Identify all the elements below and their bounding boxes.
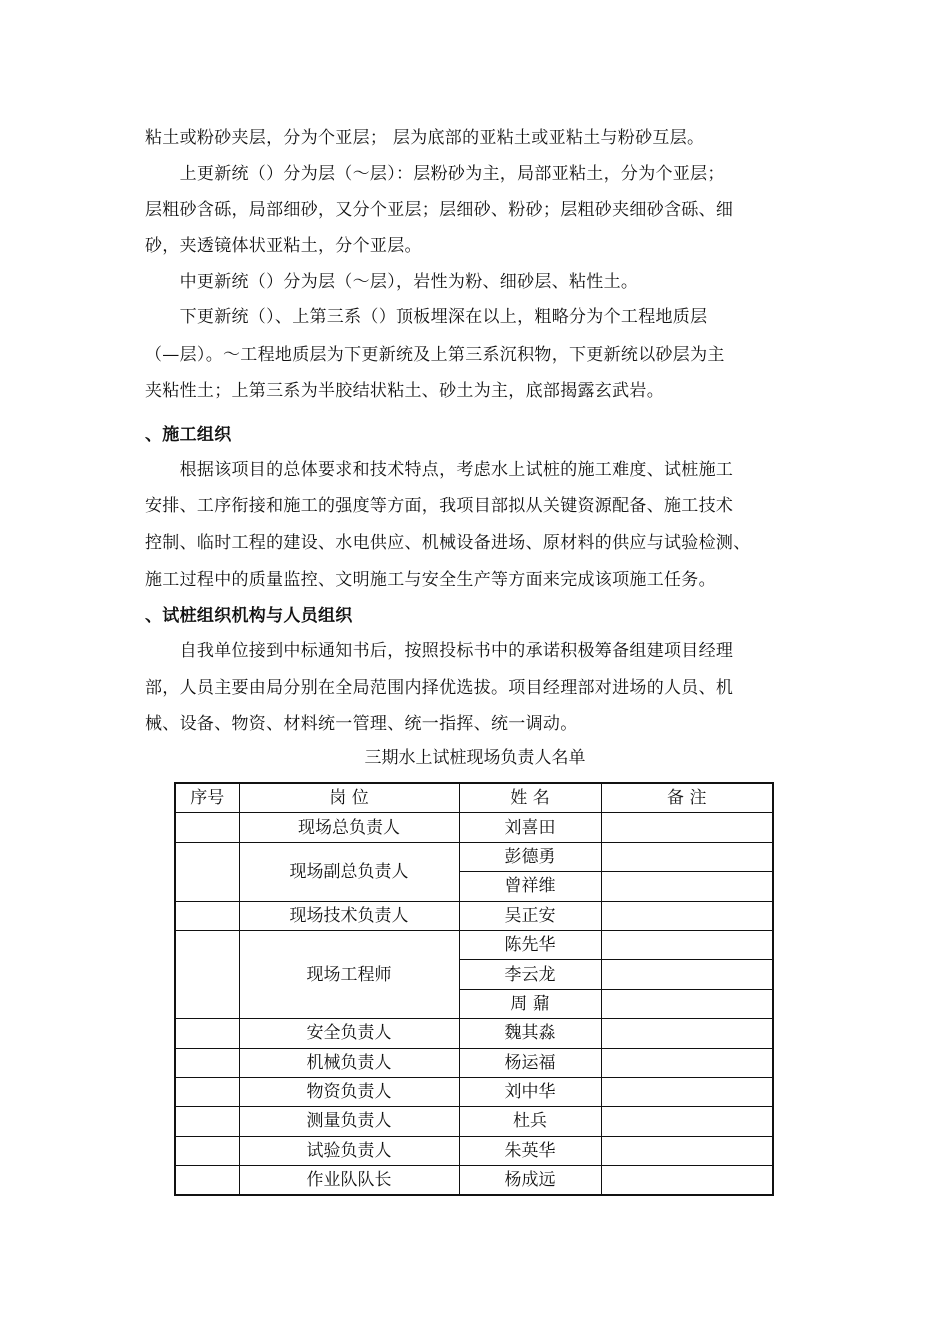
remarks-cell bbox=[601, 901, 773, 930]
paragraph-line: 自我单位接到中标通知书后，按照投标书中的承诺积极筹备组建项目经理 bbox=[145, 641, 734, 661]
name-cell: 朱英华 bbox=[459, 1136, 601, 1165]
header-cell-index: 序号 bbox=[175, 783, 239, 813]
table-row bbox=[175, 813, 773, 842]
position-cell: 物资负责人 bbox=[239, 1077, 459, 1106]
remarks-cell bbox=[601, 1019, 773, 1048]
remarks-cell bbox=[601, 1166, 773, 1196]
position-cell: 安全负责人 bbox=[239, 1019, 459, 1048]
table-header-row bbox=[175, 783, 773, 813]
paragraph-line: 砂，夹透镜体状亚粘土，分个亚层。 bbox=[145, 236, 422, 256]
name-cell: 杨运福 bbox=[459, 1048, 601, 1077]
table-row bbox=[175, 1019, 773, 1048]
remarks-cell bbox=[601, 813, 773, 842]
paragraph-line: 上更新统（）分为层（～层）：层粉砂为主，局部亚粘土，分为个亚层； bbox=[145, 164, 725, 184]
position-cell: 测量负责人 bbox=[239, 1107, 459, 1136]
position-cell: 试验负责人 bbox=[239, 1136, 459, 1165]
name-cell: 魏其淼 bbox=[459, 1019, 601, 1048]
name-cell: 杜兵 bbox=[459, 1107, 601, 1136]
table-row bbox=[175, 1136, 773, 1165]
index-cell bbox=[175, 930, 239, 1018]
name-cell: 曾祥维 bbox=[459, 872, 601, 901]
remarks-cell bbox=[601, 1077, 773, 1106]
paragraph-line: 粘土或粉砂夹层，分为个亚层； 层为底部的亚粘土或亚粘土与粉砂互层。 bbox=[145, 128, 705, 148]
position-cell: 作业队队长 bbox=[239, 1166, 459, 1196]
index-cell bbox=[175, 1136, 239, 1165]
index-cell bbox=[175, 1019, 239, 1048]
staff-table bbox=[174, 782, 774, 1196]
remarks-cell bbox=[601, 960, 773, 989]
position-cell: 机械负责人 bbox=[239, 1048, 459, 1077]
table-row bbox=[175, 1107, 773, 1136]
paragraph-line: 安排、工序衔接和施工的强度等方面，我项目部拟从关键资源配备、施工技术 bbox=[145, 496, 734, 516]
table-caption: 三期水上试桩现场负责人名单 bbox=[364, 748, 586, 768]
index-cell bbox=[175, 813, 239, 842]
table-row bbox=[175, 1048, 773, 1077]
paragraph-line: 械、设备、物资、材料统一管理、统一指挥、统一调动。 bbox=[145, 714, 578, 734]
table-row bbox=[175, 842, 773, 871]
name-cell: 杨成远 bbox=[459, 1166, 601, 1196]
name-cell: 彭德勇 bbox=[459, 842, 601, 871]
remarks-cell bbox=[601, 1136, 773, 1165]
paragraph-line: 部，人员主要由局分别在全局范围内择优选拔。项目经理部对进场的人员、机 bbox=[145, 678, 734, 698]
position-cell: 现场工程师 bbox=[239, 930, 459, 1018]
paragraph-line: （—层）。～工程地质层为下更新统及上第三系沉积物，下更新统以砂层为主 bbox=[145, 345, 725, 365]
paragraph-line: 施工过程中的质量监控、文明施工与安全生产等方面来完成该项施工任务。 bbox=[145, 570, 716, 590]
position-cell: 现场总负责人 bbox=[239, 813, 459, 842]
table-row bbox=[175, 1166, 773, 1196]
paragraph-line: 控制、临时工程的建设、水电供应、机械设备进场、原材料的供应与试验检测、 bbox=[145, 533, 751, 553]
index-cell bbox=[175, 1077, 239, 1106]
index-cell bbox=[175, 1048, 239, 1077]
paragraph-line: 根据该项目的总体要求和技术特点，考虑水上试桩的施工难度、试桩施工 bbox=[145, 460, 734, 480]
remarks-cell bbox=[601, 872, 773, 901]
name-cell: 刘中华 bbox=[459, 1077, 601, 1106]
paragraph-line: 夹粘性土；上第三系为半胶结状粘土、砂土为主，底部揭露玄武岩。 bbox=[145, 381, 664, 401]
position-cell: 现场副总负责人 bbox=[239, 842, 459, 901]
section-heading-organization: 、试桩组织机构与人员组织 bbox=[145, 606, 353, 626]
name-cell: 刘喜田 bbox=[459, 813, 601, 842]
remarks-cell bbox=[601, 989, 773, 1018]
header-cell-name: 姓 名 bbox=[459, 783, 601, 813]
index-cell bbox=[175, 1166, 239, 1196]
paragraph-line: 层粗砂含砾，局部细砂，又分个亚层；层细砂、粉砂；层粗砂夹细砂含砾、细 bbox=[145, 200, 734, 220]
section-heading-construction: 、施工组织 bbox=[145, 425, 232, 445]
table-row bbox=[175, 1077, 773, 1106]
name-cell: 李云龙 bbox=[459, 960, 601, 989]
remarks-cell bbox=[601, 1048, 773, 1077]
name-cell: 陈先华 bbox=[459, 930, 601, 959]
remarks-cell bbox=[601, 930, 773, 959]
name-cell: 周 鼐 bbox=[459, 989, 601, 1018]
remarks-cell bbox=[601, 1107, 773, 1136]
table-row bbox=[175, 930, 773, 959]
index-cell bbox=[175, 1107, 239, 1136]
name-cell: 吴正安 bbox=[459, 901, 601, 930]
table-row bbox=[175, 901, 773, 930]
paragraph-line: 下更新统（）、上第三系（）顶板埋深在以上，粗略分为个工程地质层 bbox=[145, 307, 708, 327]
remarks-cell bbox=[601, 842, 773, 871]
header-cell-remarks: 备 注 bbox=[601, 783, 773, 813]
position-cell: 现场技术负责人 bbox=[239, 901, 459, 930]
header-cell-position: 岗 位 bbox=[239, 783, 459, 813]
paragraph-line: 中更新统（）分为层（～层），岩性为粉、细砂层、粘性土。 bbox=[145, 272, 639, 292]
index-cell bbox=[175, 901, 239, 930]
index-cell bbox=[175, 842, 239, 901]
